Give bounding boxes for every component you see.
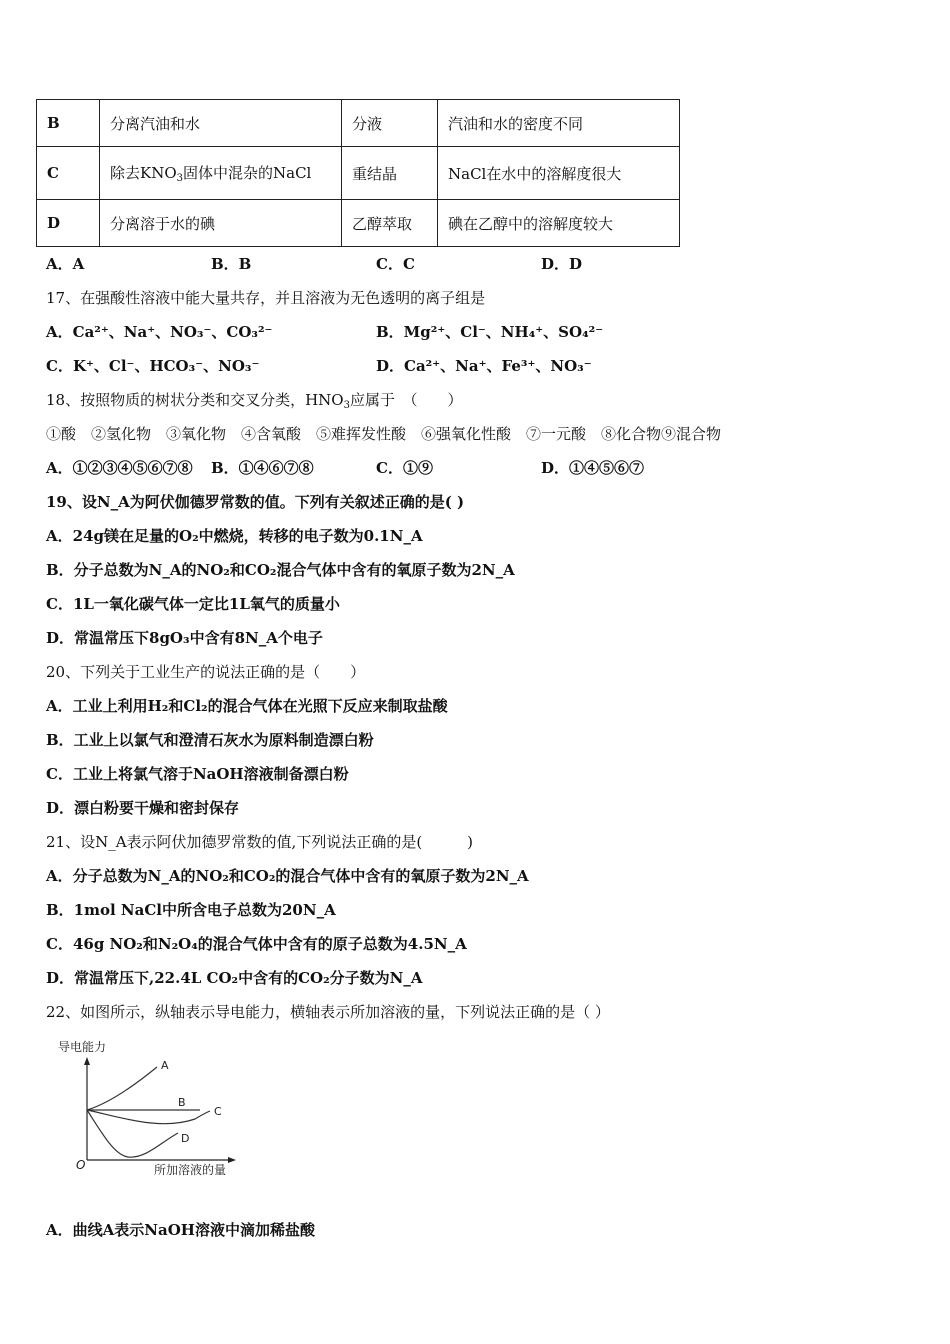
q17-option-b: B．Mg²⁺、Cl⁻、NH₄⁺、SO₄²⁻	[376, 323, 604, 341]
curve-c	[87, 1110, 210, 1124]
curve-d	[87, 1110, 178, 1157]
q21-option-c: C．46g NO₂和N₂O₄的混合气体中含有的原子总数为4.5N_A	[46, 935, 467, 953]
q18-option-c: C．①⑨	[376, 459, 433, 477]
q19-stem: 19、设N_A为阿伏伽德罗常数的值。下列有关叙述正确的是( )	[46, 493, 465, 511]
q17-option-c: C．K⁺、Cl⁻、HCO₃⁻、NO₃⁻	[46, 357, 260, 375]
row-method: 分液	[342, 100, 438, 147]
q19-option-b: B．分子总数为N_A的NO₂和CO₂混合气体中含有的氧原子数为2N_A	[46, 561, 515, 579]
table-row	[37, 100, 680, 147]
q18-option-b: B．①④⑥⑦⑧	[211, 459, 314, 477]
q21-stem: 21、设N_A表示阿伏加德罗常数的值,下列说法正确的是( )	[46, 833, 474, 851]
row-purpose: 分离汽油和水	[100, 100, 342, 147]
experiment-table	[36, 99, 680, 247]
graph-y-arrow	[84, 1057, 90, 1065]
q19-option-c: C．1L一氧化碳气体一定比1L氧气的质量小	[46, 595, 340, 613]
q16-choice-a: A．A	[46, 255, 85, 273]
q20-option-b: B．工业上以氯气和澄清石灰水为原料制造漂白粉	[46, 731, 374, 749]
row-purpose: 除去$KNO_3$固体中混杂的NaCl	[100, 147, 342, 200]
q17-option-a: A．Ca²⁺、Na⁺、NO₃⁻、CO₃²⁻	[46, 323, 273, 341]
curve-d-label: D	[181, 1132, 190, 1145]
q17-option-d: D．Ca²⁺、Na⁺、Fe³⁺、NO₃⁻	[376, 357, 592, 375]
row-method: 乙醇萃取	[342, 200, 438, 247]
graph-origin: O	[76, 1158, 86, 1172]
row-label: D	[37, 200, 100, 247]
q20-option-c: C．工业上将氯气溶于NaOH溶液制备漂白粉	[46, 765, 349, 783]
q21-option-b: B．1mol NaCl中所含电子总数为20N_A	[46, 901, 336, 919]
graph-xlabel: 所加溶液的量	[154, 1163, 227, 1177]
row-purpose: 分离溶于水的碘	[100, 200, 342, 247]
q20-option-d: D．漂白粉要干燥和密封保存	[46, 799, 240, 817]
q16-choice-c: C．C	[376, 255, 415, 273]
q20-option-a: A．工业上利用H₂和Cl₂的混合气体在光照下反应来制取盐酸	[46, 697, 448, 715]
graph-ylabel: 导电能力	[58, 1040, 107, 1054]
row-method: 重结晶	[342, 147, 438, 200]
graph-x-arrow	[228, 1157, 236, 1163]
q21-option-a: A．分子总数为N_A的NO₂和CO₂的混合气体中含有的氧原子数为2N_A	[46, 867, 529, 885]
q20-stem: 20、下列关于工业生产的说法正确的是（ ）	[46, 663, 366, 681]
row-reason: NaCl在水中的溶解度很大	[438, 147, 680, 200]
conductivity-graph	[50, 1035, 250, 1185]
curve-a	[87, 1067, 157, 1110]
q16-choice-d: D．D	[541, 255, 583, 273]
table-row	[37, 200, 680, 247]
table-row	[37, 147, 680, 200]
q22-stem: 22、如图所示，纵轴表示导电能力，横轴表示所加溶液的量，下列说法正确的是（ ）	[46, 1003, 610, 1021]
row-reason: 汽油和水的密度不同	[438, 100, 680, 147]
curve-a-label: A	[161, 1059, 169, 1072]
curve-b-label: B	[178, 1096, 186, 1109]
row-label: C	[37, 147, 100, 200]
row-label: B	[37, 100, 100, 147]
q19-option-a: A．24g镁在足量的O₂中燃烧，转移的电子数为0.1N_A	[46, 527, 423, 545]
q19-option-d: D．常温常压下8gO₃中含有8N_A个电子	[46, 629, 323, 647]
q22-option-a: A．曲线A表示NaOH溶液中滴加稀盐酸	[46, 1221, 315, 1239]
q16-choice-b: B．B	[211, 255, 252, 273]
q17-stem: 17、在强酸性溶液中能大量共存，并且溶液为无色透明的离子组是	[46, 289, 486, 307]
q18-option-a: A．①②③④⑤⑥⑦⑧	[46, 459, 193, 477]
curve-c-label: C	[214, 1105, 222, 1118]
q21-option-d: D．常温常压下,22.4L CO₂中含有的CO₂分子数为N_A	[46, 969, 423, 987]
q18-stem: 18、按照物质的树状分类和交叉分类，$HNO_3$应属于 （ ）	[46, 391, 463, 411]
q18-items: ①酸 ②氢化物 ③氧化物 ④含氧酸 ⑤难挥发性酸 ⑥强氧化性酸 ⑦一元酸 ⑧化合物⑨混合物	[46, 425, 722, 443]
row-reason: 碘在乙醇中的溶解度较大	[438, 200, 680, 247]
q18-option-d: D．①④⑤⑥⑦	[541, 459, 645, 477]
